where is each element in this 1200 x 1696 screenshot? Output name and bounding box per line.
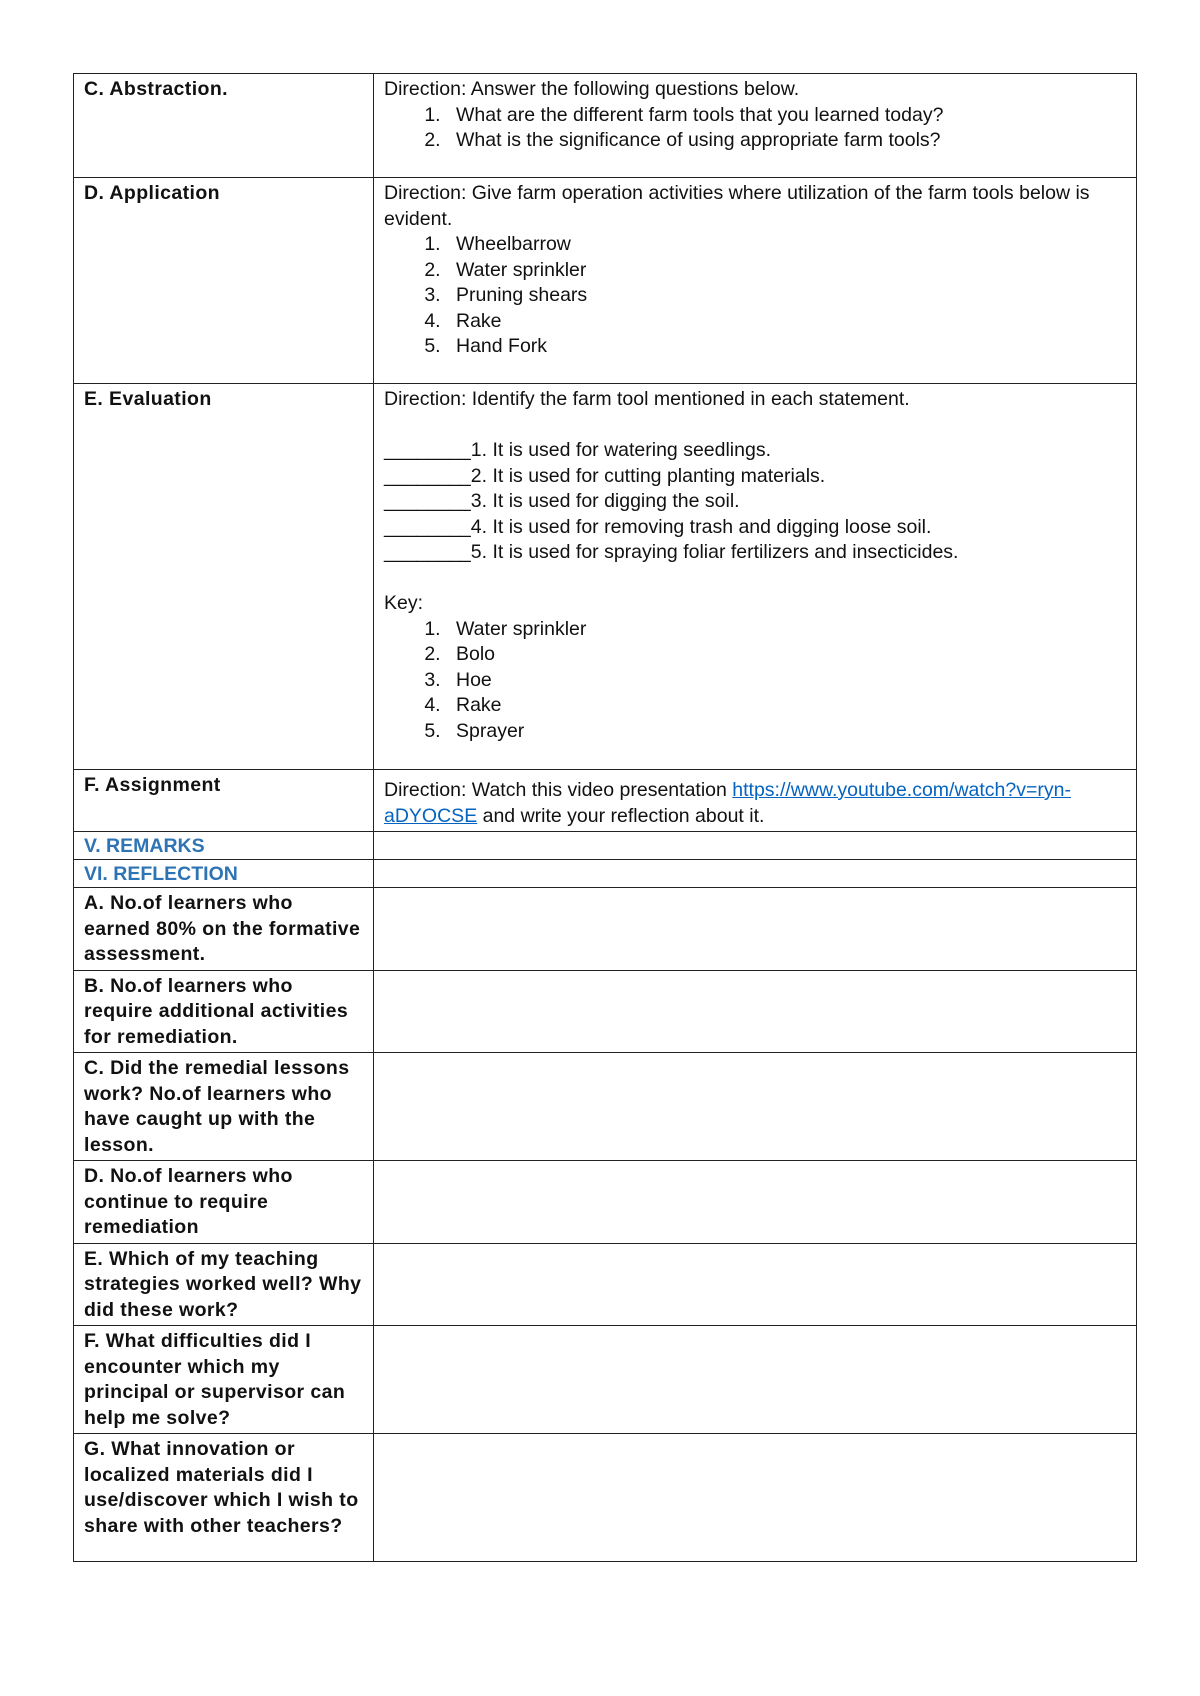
row-reflection	[74, 860, 1137, 888]
direction-abstraction: Direction: Answer the following questions below.	[384, 78, 800, 100]
remarks-cell	[374, 832, 1137, 860]
reflection-row-g	[74, 1434, 1137, 1562]
list-item: 3. Hoe	[446, 668, 1126, 694]
content-abstraction	[374, 74, 1137, 178]
reflection-answer-cell	[374, 1243, 1137, 1326]
content-evaluation	[374, 384, 1137, 770]
video-link[interactable]: https://www.youtube.com/watch?v=ryn-aDYOCSE	[384, 779, 1071, 827]
reflection-row-c	[74, 1053, 1137, 1161]
reflection-answer-cell	[374, 1161, 1137, 1244]
list-item: 1. Wheelbarrow	[446, 232, 1126, 258]
label-evaluation: E. Evaluation	[74, 384, 374, 770]
list-item: 1. Water sprinkler	[446, 617, 1126, 643]
spacer	[384, 413, 1126, 439]
row-abstraction	[74, 74, 1137, 178]
reflection-answer-cell	[374, 970, 1137, 1053]
row-application	[74, 178, 1137, 384]
list-item: 4. Rake	[446, 309, 1126, 335]
assignment-direction-suffix: and write your reflection about it.	[477, 804, 765, 827]
label-application: D. Application	[74, 178, 374, 384]
section-heading-remarks: V. REMARKS	[74, 832, 374, 860]
row-remarks	[74, 832, 1137, 860]
reflection-row-d	[74, 1161, 1137, 1244]
evaluation-statement: ________4. It is used for removing trash and digging loose soil.	[384, 515, 932, 538]
reflection-cell	[374, 860, 1137, 888]
evaluation-statement: ________2. It is used for cutting planting materials.	[384, 464, 826, 487]
spacer	[384, 566, 1126, 592]
evaluation-statement: ________1. It is used for watering seedlings.	[384, 439, 772, 461]
list-item: 3. Pruning shears	[446, 283, 1126, 309]
list-item: 2. Bolo	[446, 642, 1126, 668]
reflection-question: A. No.of learners who earned 80% on the formative assessment.	[74, 888, 374, 971]
reflection-question: D. No.of learners who continue to require remediation	[74, 1161, 374, 1244]
lesson-plan-table	[73, 73, 1137, 1562]
list-item: 2. Water sprinkler	[446, 258, 1126, 284]
reflection-question: G. What innovation or localized materials did I use/discover which I wish to share with other teachers?	[74, 1434, 374, 1562]
assignment-direction-prefix: Direction: Watch this video presentation	[384, 779, 733, 801]
reflection-question: B. No.of learners who require additional activities for remediation.	[74, 970, 374, 1053]
content-assignment	[374, 770, 1137, 832]
list-item: 4. Rake	[446, 693, 1126, 719]
abstraction-questions	[384, 103, 1126, 154]
evaluation-statement: ________5. It is used for spraying foliar fertilizers and insecticides.	[384, 541, 959, 563]
reflection-question: E. Which of my teaching strategies worked well? Why did these work?	[74, 1243, 374, 1326]
reflection-row-b	[74, 970, 1137, 1053]
label-abstraction: C. Abstraction.	[74, 74, 374, 178]
list-item: 5. Hand Fork	[446, 334, 1126, 360]
lesson-plan-page	[73, 73, 1136, 1562]
reflection-question: C. Did the remedial lessons work? No.of learners who have caught up with the lesson.	[74, 1053, 374, 1161]
application-tools-list	[384, 232, 1126, 360]
reflection-answer-cell	[374, 1053, 1137, 1161]
content-application	[374, 178, 1137, 384]
direction-evaluation: Direction: Identify the farm tool mentioned in each statement.	[384, 388, 910, 410]
reflection-row-f	[74, 1326, 1137, 1434]
list-item: 1. What are the different farm tools that you learned today?	[446, 103, 1126, 129]
answer-key-list	[384, 617, 1126, 745]
direction-application: Direction: Give farm operation activities where utilization of the farm tools below is evident.	[384, 182, 1090, 230]
key-label: Key:	[384, 592, 424, 614]
evaluation-statement: ________3. It is used for digging the soil.	[384, 490, 740, 512]
list-item: 5. Sprayer	[446, 719, 1126, 745]
row-evaluation	[74, 384, 1137, 770]
section-heading-reflection: VI. REFLECTION	[74, 860, 374, 888]
label-assignment: F. Assignment	[74, 770, 374, 832]
row-assignment	[74, 770, 1137, 832]
list-item: 2. What is the significance of using appropriate farm tools?	[446, 128, 1126, 154]
reflection-answer-cell	[374, 1434, 1137, 1562]
reflection-row-e	[74, 1243, 1137, 1326]
reflection-answer-cell	[374, 888, 1137, 971]
reflection-question: F. What difficulties did I encounter which my principal or supervisor can help me solve?	[74, 1326, 374, 1434]
reflection-answer-cell	[374, 1326, 1137, 1434]
reflection-row-a	[74, 888, 1137, 971]
